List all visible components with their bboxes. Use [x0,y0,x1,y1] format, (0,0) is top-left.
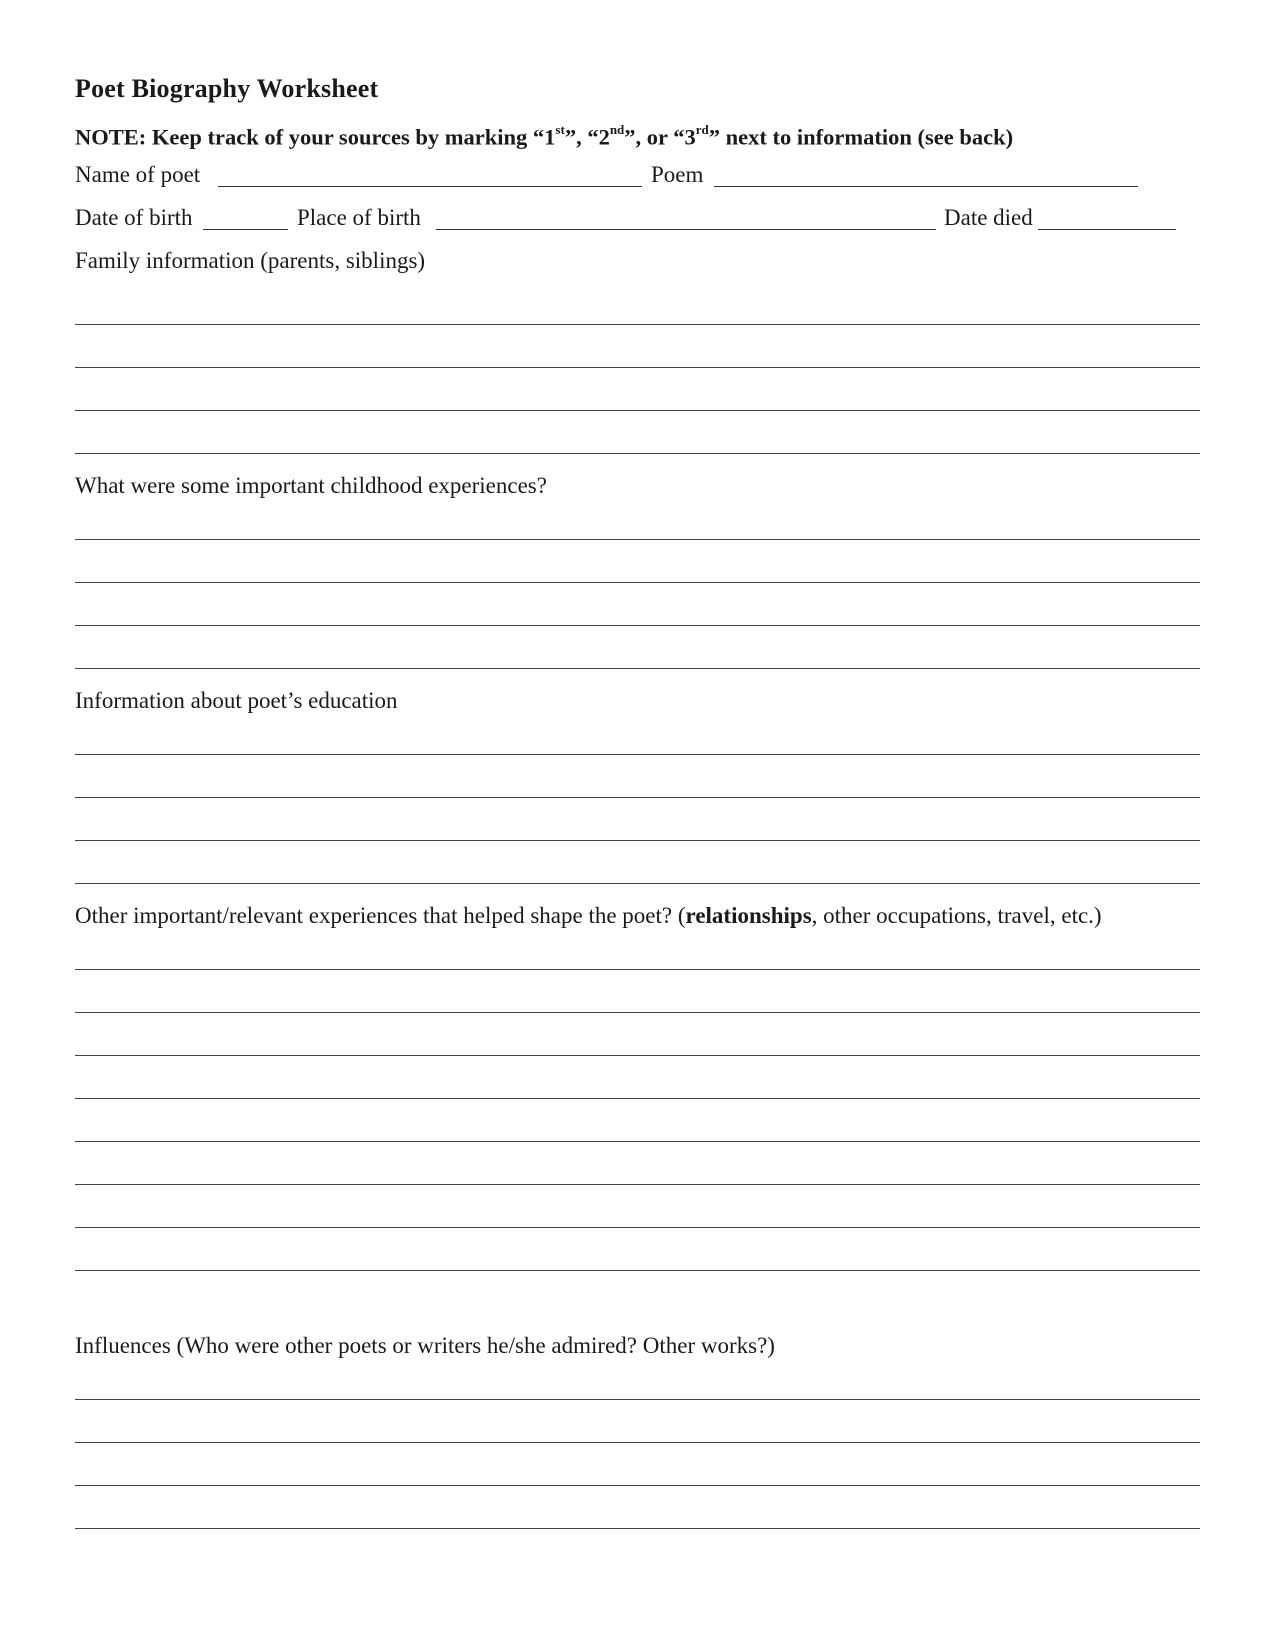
childhood-answer-line[interactable] [75,539,1200,540]
family-info-label: Family information (parents, siblings) [75,248,426,273]
education-answer-line[interactable] [75,883,1200,884]
date-died-label: Date died [944,205,1033,230]
note-suffix: ” next to information (see back) [708,124,1014,150]
childhood-answer-line[interactable] [75,625,1200,626]
row-name-poem [0,162,1275,196]
influences-answer-line[interactable] [75,1528,1200,1529]
other-bold: relationships [685,903,812,928]
other-prefix: Other important/relevant experiences that helped shape the poet? ( [75,903,686,928]
education-label: Information about poet’s education [75,688,398,713]
influences-answer-line[interactable] [75,1485,1200,1486]
other-answer-line[interactable] [75,1270,1200,1271]
family-answer-line[interactable] [75,324,1200,325]
education-answer-line[interactable] [75,840,1200,841]
childhood-answer-line[interactable] [75,582,1200,583]
childhood-answer-line[interactable] [75,668,1200,669]
poem-label: Poem [651,162,704,187]
date-of-birth-blank[interactable] [203,229,288,230]
influences-answer-line[interactable] [75,1442,1200,1443]
other-answer-line[interactable] [75,1141,1200,1142]
other-answer-line[interactable] [75,1012,1200,1013]
note-sup-3: rd [695,122,709,137]
note-mid-2: ”, or “3 [624,124,696,150]
name-of-poet-label: Name of poet [75,162,201,187]
other-answer-line[interactable] [75,1227,1200,1228]
poem-blank[interactable] [714,186,1138,187]
family-answer-line[interactable] [75,453,1200,454]
education-answer-line[interactable] [75,797,1200,798]
note-prefix: NOTE: Keep track of your sources by marking “1 [75,124,556,150]
sources-note [75,124,1013,151]
place-of-birth-blank[interactable] [436,229,936,230]
family-answer-line[interactable] [75,367,1200,368]
other-experiences-label [75,903,1102,929]
influences-answer-line[interactable] [75,1399,1200,1400]
childhood-label: What were some important childhood experiences? [75,473,547,498]
note-sup-1: st [555,122,565,137]
row-birth-death [0,205,1275,239]
other-suffix: , other occupations, travel, etc.) [811,903,1102,928]
other-answer-line[interactable] [75,1055,1200,1056]
date-died-blank[interactable] [1038,229,1176,230]
family-answer-line[interactable] [75,410,1200,411]
place-of-birth-label: Place of birth [297,205,421,230]
influences-label: Influences (Who were other poets or writers he/she admired? Other works?) [75,1333,775,1358]
note-mid-1: ”, “2 [564,124,610,150]
other-answer-line[interactable] [75,1184,1200,1185]
other-answer-line[interactable] [75,969,1200,970]
worksheet-title: Poet Biography Worksheet [75,74,379,103]
date-of-birth-label: Date of birth [75,205,193,230]
name-of-poet-blank[interactable] [218,186,642,187]
education-answer-line[interactable] [75,754,1200,755]
note-sup-2: nd [609,122,625,137]
other-answer-line[interactable] [75,1098,1200,1099]
